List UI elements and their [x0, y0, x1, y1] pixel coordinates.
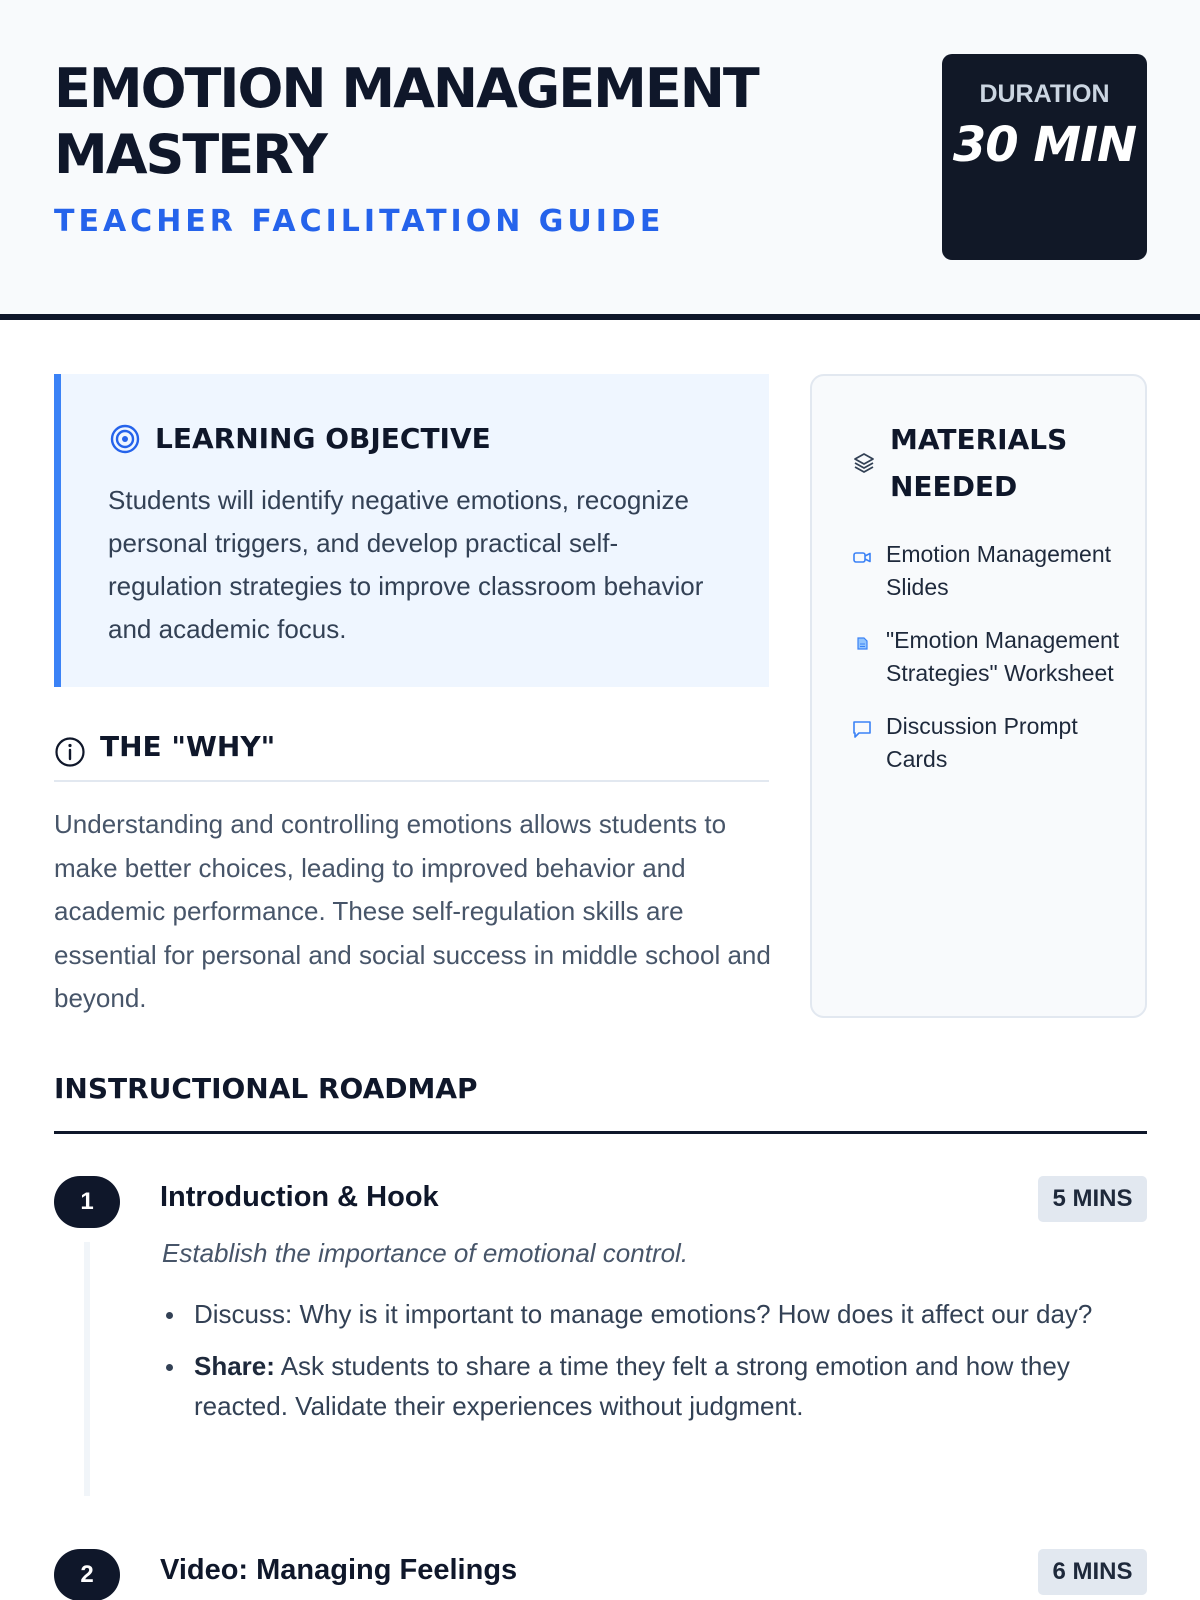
- info-icon: [54, 736, 86, 768]
- step-connector-line: [84, 1242, 90, 1496]
- duration-value: 30 MIN: [952, 117, 1137, 173]
- learning-objective-title: LEARNING OBJECTIVE: [155, 422, 491, 455]
- document-icon: [852, 633, 872, 653]
- step-title: Video: Managing Feelings: [160, 1554, 518, 1586]
- step-duration-badge: 6 MINS: [1038, 1549, 1147, 1595]
- learning-objective-panel: [54, 374, 769, 687]
- chat-bubble-icon: [852, 719, 872, 739]
- step-title: Introduction & Hook: [160, 1181, 439, 1213]
- roadmap-title: INSTRUCTIONAL ROADMAP: [54, 1072, 478, 1105]
- learning-objective-heading: [109, 422, 491, 455]
- duration-label: DURATION: [979, 80, 1110, 108]
- video-camera-icon: [852, 547, 872, 567]
- step-number: 2: [54, 1549, 120, 1600]
- roadmap-heading: [54, 1072, 1147, 1134]
- materials-panel: [810, 374, 1147, 1018]
- list-item: [162, 1294, 1122, 1334]
- page-header: [0, 0, 1200, 320]
- list-item: [162, 1346, 1122, 1426]
- why-text: Understanding and controlling emotions allows students to make better choices, leading to improved behavior and academic performance. These self-regulation skills are essential for personal and social success in middle school and beyond.: [54, 809, 771, 1013]
- materials-title: MATERIALS NEEDED: [890, 423, 1068, 503]
- page-title: EMOTION MANAGEMENT MASTERY: [54, 57, 758, 186]
- material-label: Discussion Prompt Cards: [886, 713, 1078, 772]
- step-description: Establish the importance of emotional control.: [162, 1238, 689, 1268]
- material-item-worksheet: [852, 624, 1122, 690]
- step-duration-badge: 5 MINS: [1038, 1176, 1147, 1222]
- material-item-slides: [852, 538, 1122, 604]
- learning-objective-text: Students will identify negative emotions, recognize personal triggers, and develop practical self-regulation strategies to improve classroom behavior and academic focus.: [108, 485, 704, 644]
- material-label: "Emotion Management Strategies" Worksheet: [886, 627, 1120, 686]
- layers-icon: [852, 451, 876, 475]
- step-number: 1: [54, 1176, 120, 1228]
- materials-heading: [852, 416, 1090, 510]
- bullet-text: Ask students to share a time they felt a strong emotion and how they reacted. Validate their experiences without judgment.: [194, 1351, 1070, 1421]
- why-title: THE "WHY": [100, 730, 276, 763]
- bullet-text: Discuss: Why is it important to manage emotions? How does it affect our day?: [194, 1299, 1093, 1329]
- step-bullet-list: [162, 1294, 1122, 1438]
- page-subtitle: TEACHER FACILITATION GUIDE: [54, 204, 665, 239]
- why-heading: [54, 730, 769, 782]
- bullet-lead: Share:: [194, 1351, 275, 1381]
- target-icon: [109, 423, 141, 455]
- material-label: Emotion Management Slides: [886, 541, 1112, 600]
- material-item-prompt-cards: [852, 710, 1122, 776]
- duration-card: [942, 54, 1147, 260]
- materials-list: [852, 538, 1122, 796]
